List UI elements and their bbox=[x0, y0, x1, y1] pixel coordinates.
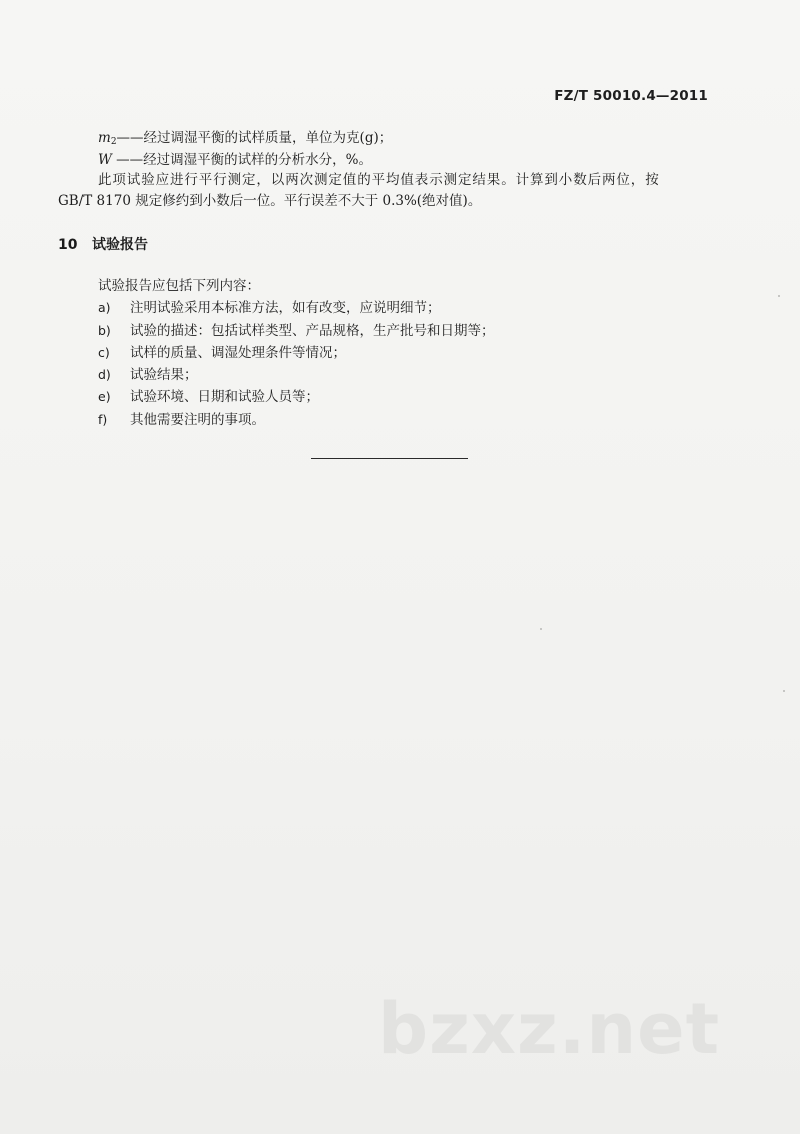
list-item bbox=[98, 344, 346, 362]
list-item-mark: e) bbox=[98, 389, 111, 404]
standard-code: FZ/T 50010.4—2011 bbox=[554, 88, 708, 104]
definition-symbol: m bbox=[98, 130, 111, 146]
paragraph-line-1: 此项试验应进行平行测定，以两次测定值的平均值表示测定结果。计算到小数后两位，按 bbox=[98, 172, 660, 188]
definition-m2 bbox=[98, 129, 392, 151]
list-item-text: 试样的质量、调湿处理条件等情况； bbox=[130, 345, 346, 361]
list-item bbox=[98, 299, 441, 317]
list-item-mark: f) bbox=[98, 412, 108, 427]
list-item-text: 注明试验采用本标准方法，如有改变，应说明细节； bbox=[130, 300, 441, 316]
scan-speck bbox=[778, 295, 780, 297]
section-heading bbox=[58, 234, 148, 254]
section-title-text: 试验报告 bbox=[92, 237, 148, 253]
paragraph-line-2: GB/T 8170 规定修约到小数后一位。平行误差不大于 0.3%(绝对值)。 bbox=[58, 193, 482, 209]
list-item bbox=[98, 366, 198, 384]
list-item-mark: d) bbox=[98, 367, 111, 382]
list-item-mark: b) bbox=[98, 323, 111, 338]
list-item bbox=[98, 388, 319, 406]
definition-subscript: 2 bbox=[110, 137, 117, 147]
scan-speck bbox=[783, 690, 785, 692]
list-item-text: 其他需要注明的事项。 bbox=[130, 412, 265, 428]
definition-text: ——经过调湿平衡的试样质量，单位为克(g)； bbox=[116, 130, 393, 146]
list-item-text: 试验结果； bbox=[130, 367, 198, 383]
list-item-mark: c) bbox=[98, 345, 110, 360]
list-item-text: 试验环境、日期和试验人员等； bbox=[130, 389, 319, 405]
watermark-logo: bzxz.net bbox=[378, 988, 721, 1070]
scan-speck bbox=[540, 628, 542, 630]
list-item bbox=[98, 411, 265, 429]
definition-w bbox=[98, 151, 372, 169]
definition-symbol: W bbox=[98, 152, 112, 168]
list-item bbox=[98, 322, 495, 340]
list-item-mark: a) bbox=[98, 300, 111, 315]
section-number: 10 bbox=[58, 237, 78, 253]
end-of-document-rule bbox=[311, 458, 468, 459]
list-item-text: 试验的描述：包括试样类型、产品规格，生产批号和日期等； bbox=[130, 323, 495, 339]
definition-text: ——经过调湿平衡的试样的分析水分，%。 bbox=[111, 152, 373, 168]
report-intro: 试验报告应包括下列内容： bbox=[98, 278, 260, 294]
